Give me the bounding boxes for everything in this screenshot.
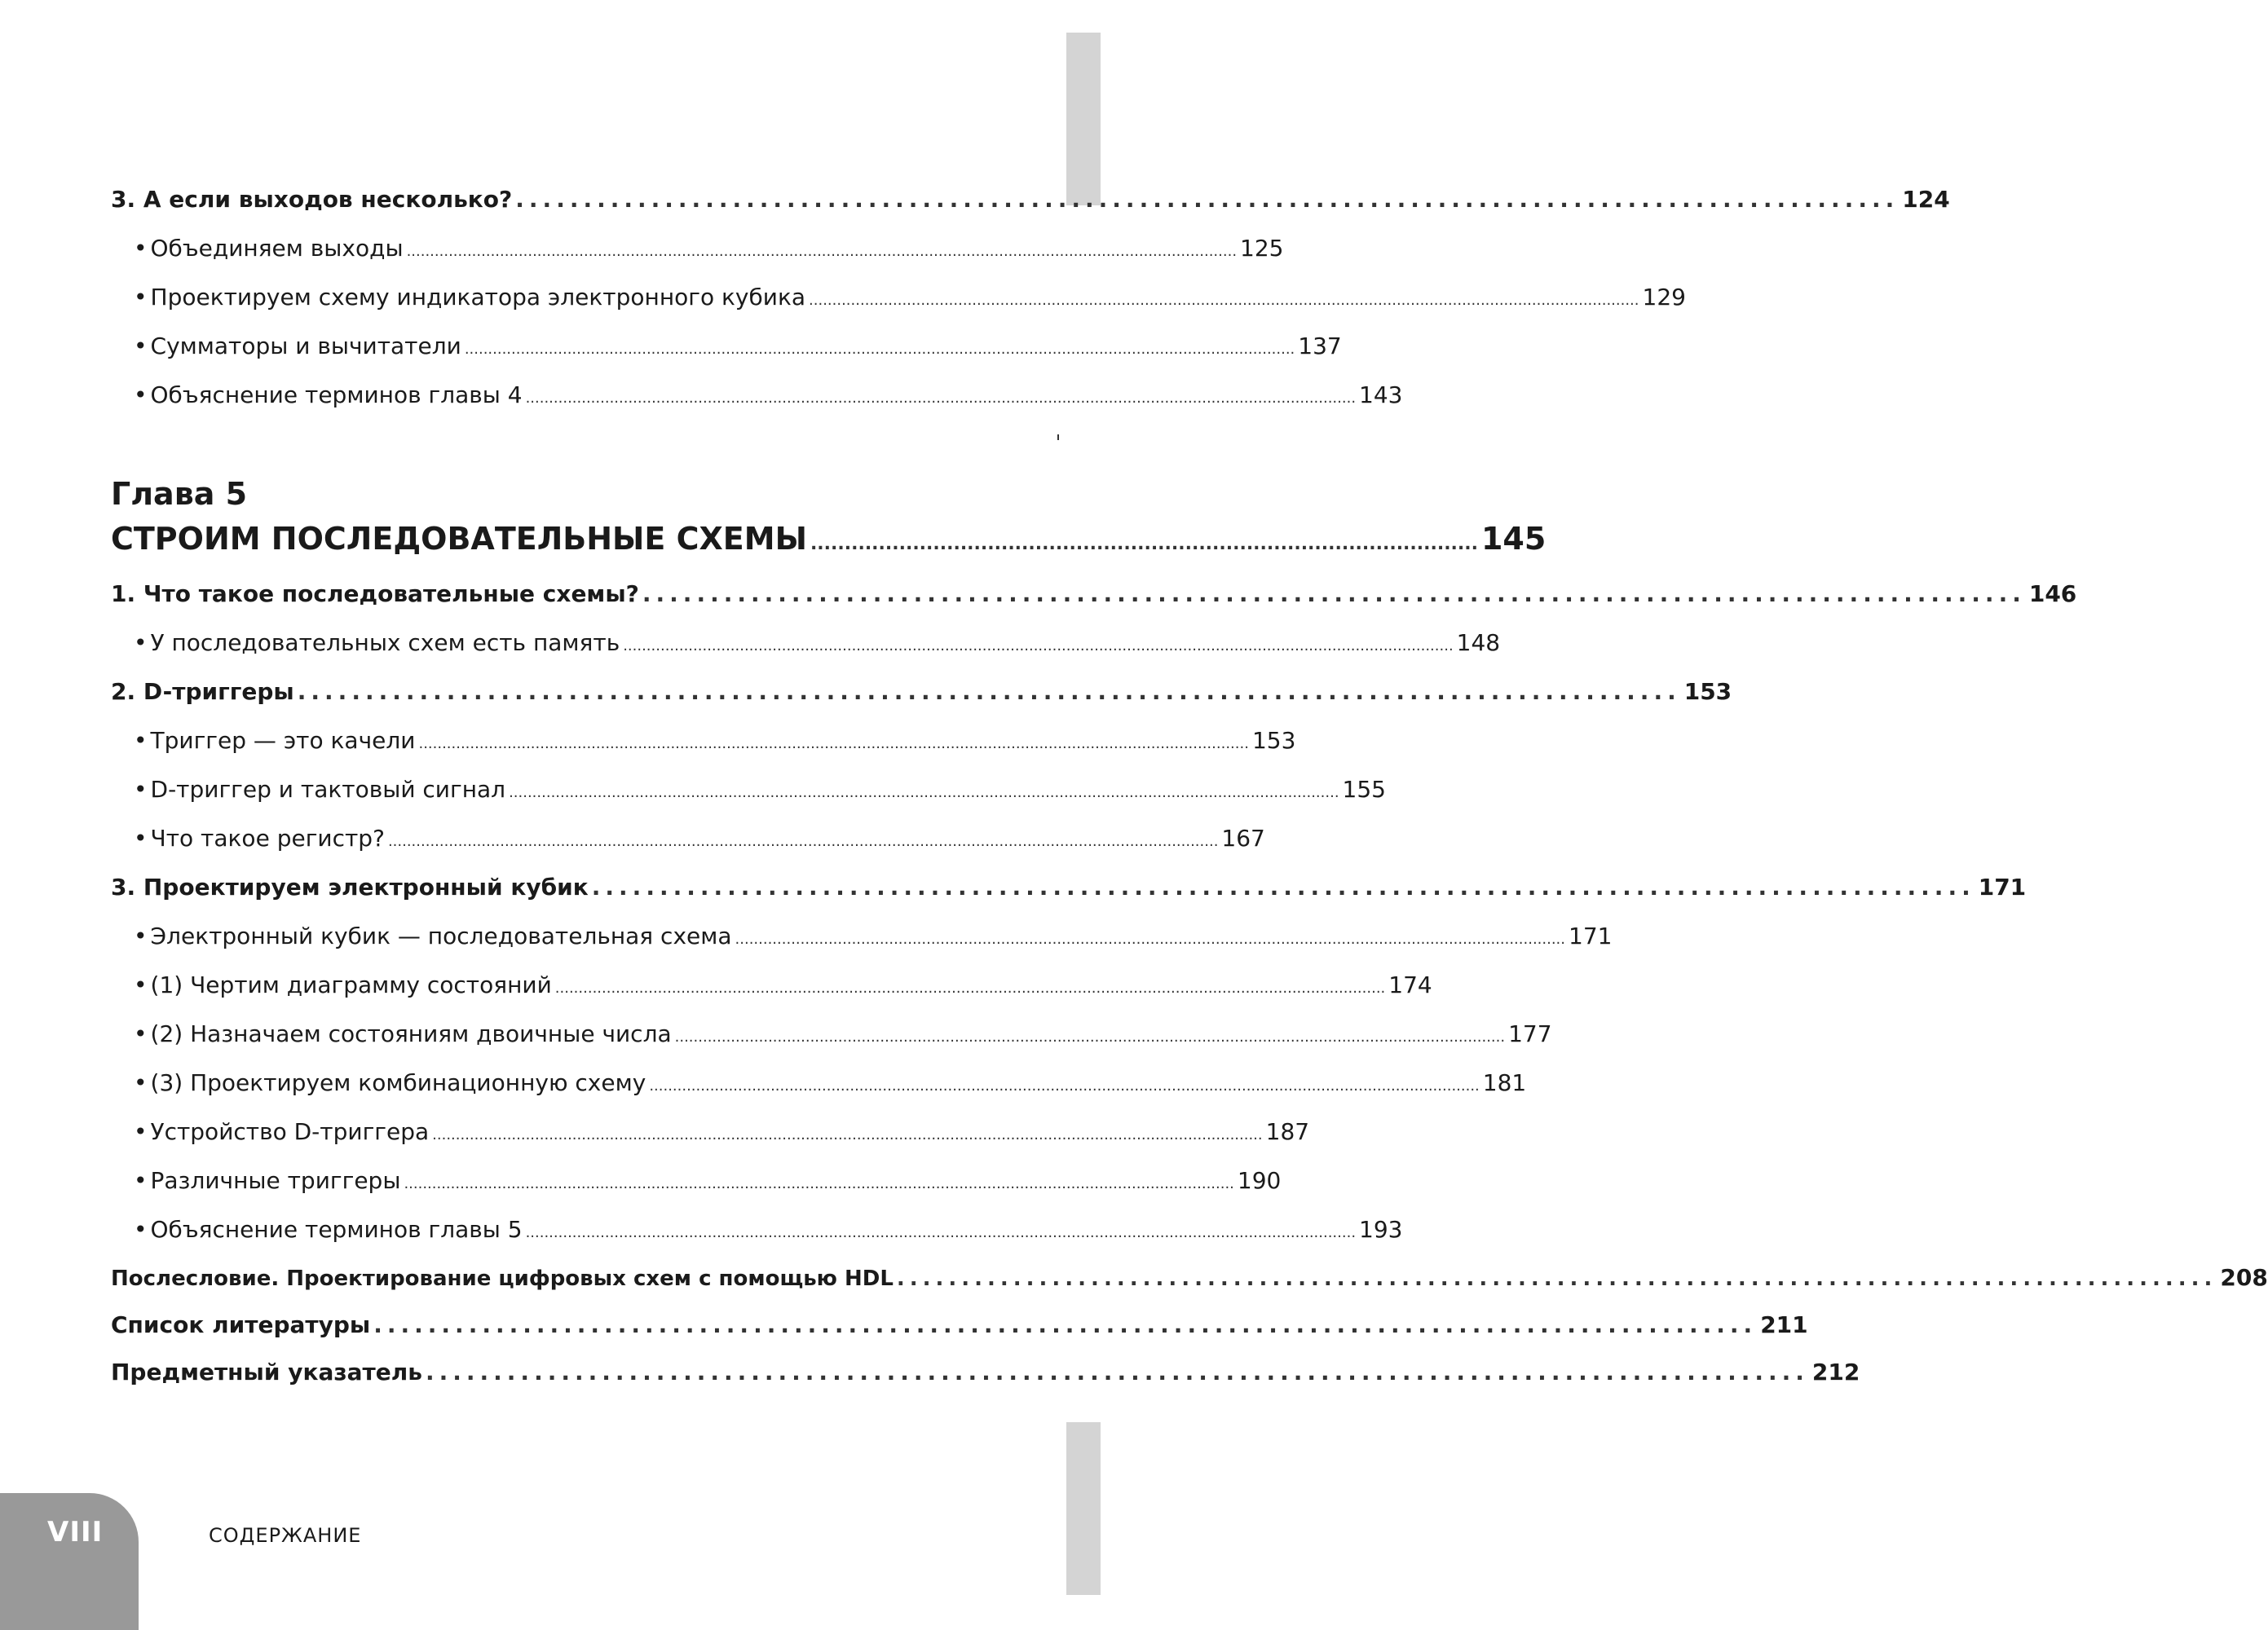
table-of-contents — [111, 175, 2268, 1396]
toc-section-2[interactable] — [111, 667, 1732, 716]
toc-entry-page: 181 — [1482, 1069, 1527, 1096]
toc-subentry[interactable] — [111, 619, 1501, 667]
toc-entry-title: 3. Проектируем электронный кубик — [111, 874, 589, 901]
leader-dots: ...................................................................................................... — [297, 678, 1681, 705]
leader-dots: .................................................................................................................................................................................. — [735, 931, 1565, 948]
leader-dots: .................................................................................................................................................................................. — [406, 243, 1238, 260]
toc-entry-title: (3) Проектируем комбинационную схему — [150, 1069, 646, 1096]
toc-entry-title: D-триггер и тактовый сигнал — [150, 776, 506, 803]
bullet-icon: • — [134, 629, 148, 656]
bullet-icon: • — [134, 727, 148, 754]
toc-entry-page: 146 — [2028, 580, 2077, 607]
toc-entry-title: 3. А если выходов несколько? — [111, 186, 513, 213]
toc-entry-page: 124 — [1902, 186, 1950, 213]
toc-subentry[interactable] — [111, 716, 1296, 765]
toc-subentry[interactable] — [111, 912, 1613, 961]
toc-subentry[interactable] — [111, 765, 1386, 814]
leader-dots: .................................................................................................................................................................................. — [525, 390, 1357, 407]
chapter-label: Глава 5 — [111, 476, 248, 512]
toc-entry-title: 2. D-триггеры — [111, 678, 294, 705]
toc-entry-page: 208 — [2220, 1264, 2268, 1291]
toc-subentry[interactable] — [111, 814, 1265, 863]
toc-entry-title: Список литературы — [111, 1311, 371, 1338]
bullet-icon: • — [134, 1069, 148, 1096]
toc-entry-page: 155 — [1342, 776, 1386, 803]
toc-entry-title: Электронный кубик — последовательная схема — [150, 923, 732, 949]
toc-entry-title: У последовательных схем есть память — [150, 629, 620, 656]
toc-entry-page: 174 — [1388, 971, 1432, 998]
toc-section-3[interactable] — [111, 863, 2027, 912]
toc-subentry[interactable] — [111, 322, 1342, 371]
toc-entry-page: 129 — [1642, 284, 1686, 311]
toc-entry-page: 187 — [1265, 1118, 1310, 1145]
page-number: VIII — [47, 1516, 104, 1548]
leader-dots: .................................................................................................................................................................................. — [432, 1126, 1263, 1143]
toc-entry-title: Устройство D-триггера — [150, 1118, 430, 1145]
leader-dots: .................................................................................................................................................................................. — [464, 341, 1295, 358]
bullet-icon: • — [134, 971, 148, 998]
toc-entry-page: 167 — [1221, 825, 1265, 852]
leader-dots: .................................................................................................................................................................................. — [809, 292, 1639, 309]
leader-dots: .................................................................................................................................................................................. — [418, 735, 1249, 752]
leader-dots: .................................................................................................................................................................................. — [623, 637, 1454, 654]
bullet-icon: • — [134, 825, 148, 852]
leader-dots: .................................................................................................................................................................................. — [674, 1029, 1506, 1046]
leader-dots: .................................................................................................................................................................................. — [554, 980, 1386, 997]
toc-entry-page: 153 — [1251, 727, 1296, 754]
toc-subentry[interactable] — [111, 1108, 1310, 1156]
bullet-icon: • — [134, 1167, 148, 1194]
toc-entry-title: (2) Назначаем состояниям двоичные числа — [150, 1020, 672, 1047]
leader-dots: .................................................................................................................................................................................. — [525, 1224, 1357, 1241]
toc-subentry[interactable] — [111, 1205, 1403, 1254]
leader-dots: ...................................................................................................... — [425, 1359, 1809, 1386]
toc-entry-title: Объяснение терминов главы 4 — [150, 381, 523, 408]
toc-entry-page: 171 — [1569, 923, 1613, 949]
toc-entry-page: 125 — [1240, 235, 1284, 262]
bullet-icon: • — [134, 776, 148, 803]
toc-bibliography[interactable] — [111, 1302, 1808, 1349]
bullet-icon: • — [134, 381, 148, 408]
toc-entry-title: 1. Что такое последовательные схемы? — [111, 580, 639, 607]
leader-dots: ...................................................................................................... — [896, 1267, 2217, 1291]
toc-subentry[interactable] — [111, 1059, 1527, 1108]
bullet-icon: • — [134, 1118, 148, 1145]
leader-dots: .................................................................................................................................................................................. — [509, 784, 1339, 801]
toc-afterword[interactable] — [111, 1254, 2268, 1302]
bullet-icon: • — [134, 333, 148, 359]
toc-chapter-5[interactable] — [111, 514, 1547, 563]
toc-entry-page: 177 — [1508, 1020, 1552, 1047]
leader-dots: .................................................................................................................................................................................. — [649, 1077, 1480, 1095]
toc-entry-title: Что такое регистр? — [150, 825, 385, 852]
toc-subentry[interactable] — [111, 961, 1432, 1010]
toc-entry-page: 171 — [1978, 874, 2027, 901]
page-number-tab — [0, 1493, 139, 1630]
toc-entry-title: Объяснение терминов главы 5 — [150, 1216, 523, 1243]
bullet-icon: • — [134, 1216, 148, 1243]
toc-entry-title: Предметный указатель — [111, 1359, 422, 1386]
toc-entry-page: 193 — [1359, 1216, 1403, 1243]
toc-subentry[interactable] — [111, 273, 1686, 322]
bullet-icon: • — [134, 1020, 148, 1047]
toc-entry-page: 137 — [1298, 333, 1342, 359]
toc-entry-title: Различные триггеры — [150, 1167, 401, 1194]
toc-entry-page: 145 — [1480, 521, 1547, 557]
leader-dots: ...................................................................................................... — [642, 580, 2026, 607]
toc-entry-page: 153 — [1683, 678, 1732, 705]
toc-entry-page: 212 — [1811, 1359, 1860, 1386]
toc-entry-title: Триггер — это качели — [150, 727, 416, 754]
bullet-icon: • — [134, 923, 148, 949]
leader-dots: .................................................................................................. — [810, 534, 1478, 554]
toc-subentry[interactable] — [111, 371, 1403, 420]
bullet-icon: • — [134, 235, 148, 262]
bullet-icon: • — [134, 284, 148, 311]
running-title: СОДЕРЖАНИЕ — [209, 1524, 362, 1547]
toc-entry-page: 211 — [1760, 1311, 1808, 1338]
toc-entry-page: 190 — [1237, 1167, 1282, 1194]
toc-entry-title: (1) Чертим диаграмму состояний — [150, 971, 552, 998]
toc-index[interactable] — [111, 1349, 1860, 1396]
toc-entry-page: 148 — [1456, 629, 1501, 656]
toc-entry-title: Сумматоры и вычитатели — [150, 333, 461, 359]
leader-dots: .................................................................................................................................................................................. — [404, 1175, 1234, 1192]
leader-dots: ...................................................................................................... — [591, 874, 1975, 901]
chapter-title: СТРОИМ ПОСЛЕДОВАТЕЛЬНЫЕ СХЕМЫ — [111, 521, 807, 557]
toc-subentry[interactable] — [111, 224, 1284, 273]
toc-entry-title: Послесловие. Проектирование цифровых схем с помощью HDL — [111, 1267, 894, 1291]
toc-entry-title: Объединяем выходы — [150, 235, 404, 262]
toc-section-1[interactable] — [111, 570, 2077, 619]
leader-dots: ...................................................................................................... — [515, 186, 1900, 213]
leader-dots: ...................................................................................................... — [373, 1311, 1758, 1338]
edge-thumb-tab-bottom — [1066, 1422, 1101, 1595]
toc-subentry[interactable] — [111, 1010, 1552, 1059]
leader-dots: .................................................................................................................................................................................. — [387, 833, 1219, 850]
toc-entry-title: Проектируем схему индикатора электронного кубика — [150, 284, 806, 311]
print-mark — [1057, 434, 1059, 440]
toc-entry-page: 143 — [1359, 381, 1403, 408]
toc-section-3[interactable] — [111, 175, 1950, 224]
toc-subentry[interactable] — [111, 1156, 1282, 1205]
